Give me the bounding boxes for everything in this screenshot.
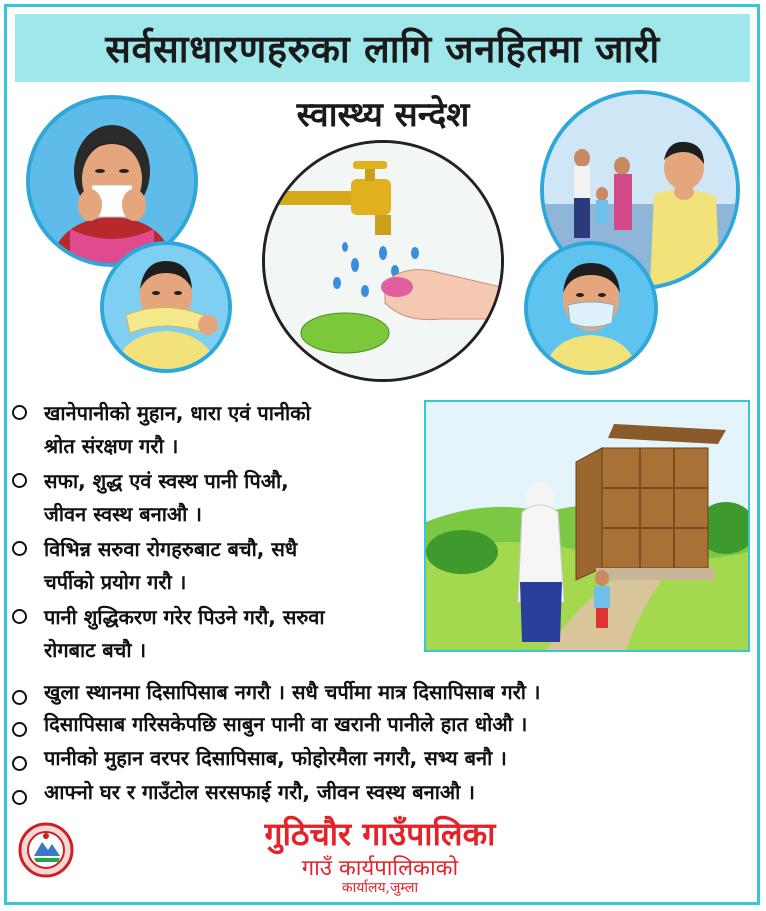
message-line: खुला स्थानमा दिसापिसाब नगरौ । सधै चर्पीमा मात्र दिसापिसाब गरौ ।: [44, 680, 541, 704]
hollow-circle-icon: [12, 405, 34, 419]
message-line: सफा, शुद्ध एवं स्वस्थ पानी पिऔ,: [44, 469, 289, 493]
title-banner: [15, 14, 750, 82]
message-line: श्रोत संरक्षण गरौ ।: [44, 434, 179, 458]
list-item: [12, 601, 412, 667]
list-item: [12, 742, 752, 775]
message-line: खानेपानीको मुहान, धारा एवं पानीको: [44, 401, 311, 425]
list-item: [12, 465, 412, 531]
message-line: दिसापिसाब गरिसकेपछि साबुन पानी वा खरानी पानीले हात धोऔ ।: [44, 712, 528, 736]
hollow-circle-icon: [12, 790, 34, 804]
message-line: विभिन्न सरुवा रोगहरुबाट बचौ, सधै: [44, 537, 298, 561]
hollow-circle-icon: [12, 609, 34, 623]
list-item: [12, 708, 752, 741]
hollow-circle-icon: [12, 690, 34, 704]
health-messages-list: [12, 397, 412, 669]
hollow-circle-icon: [12, 473, 34, 487]
message-line: जीवन स्वस्थ बनाऔ ।: [44, 502, 202, 526]
illustration-hand-washing: [262, 140, 504, 382]
illustration-face-mask: [524, 241, 658, 375]
organization-name: गुठिचौर गाउँपालिका: [264, 815, 496, 853]
list-item: [12, 776, 752, 809]
illustration-latrine-scene: [424, 400, 750, 652]
message-line: पानी शुद्धिकरण गरेर पिउने गरौ, सरुवा: [44, 605, 325, 629]
organization-subtitle: गाउँ कार्यपालिकाको: [301, 856, 459, 881]
hollow-circle-icon: [12, 756, 34, 770]
poster-subtitle: स्वास्थ्य सन्देश: [296, 95, 470, 135]
list-item: [12, 533, 412, 599]
illustration-cough-elbow: [100, 241, 232, 373]
hollow-circle-icon: [12, 541, 34, 555]
poster-title: सर्वसाधारणहरुका लागि जनहितमा जारी: [105, 27, 660, 71]
list-item: [12, 397, 412, 463]
message-line: आफ्नो घर र गाउँटोल सरसफाई गरौ, जीवन स्वस्थ बनाऔ ।: [44, 780, 475, 804]
nepal-government-emblem-icon: [18, 822, 74, 878]
message-line: रोगबाट बचौ ।: [44, 638, 147, 662]
organization-office: कार्यालय,जुम्ला: [341, 880, 419, 896]
message-line: चर्पीको प्रयोग गरौ ।: [44, 570, 187, 594]
message-line: पानीको मुहान वरपर दिसापिसाब, फोहोरमैला नगरौ, सभ्य बनौ ।: [44, 746, 507, 770]
hollow-circle-icon: [12, 722, 34, 736]
list-item: [12, 676, 752, 709]
